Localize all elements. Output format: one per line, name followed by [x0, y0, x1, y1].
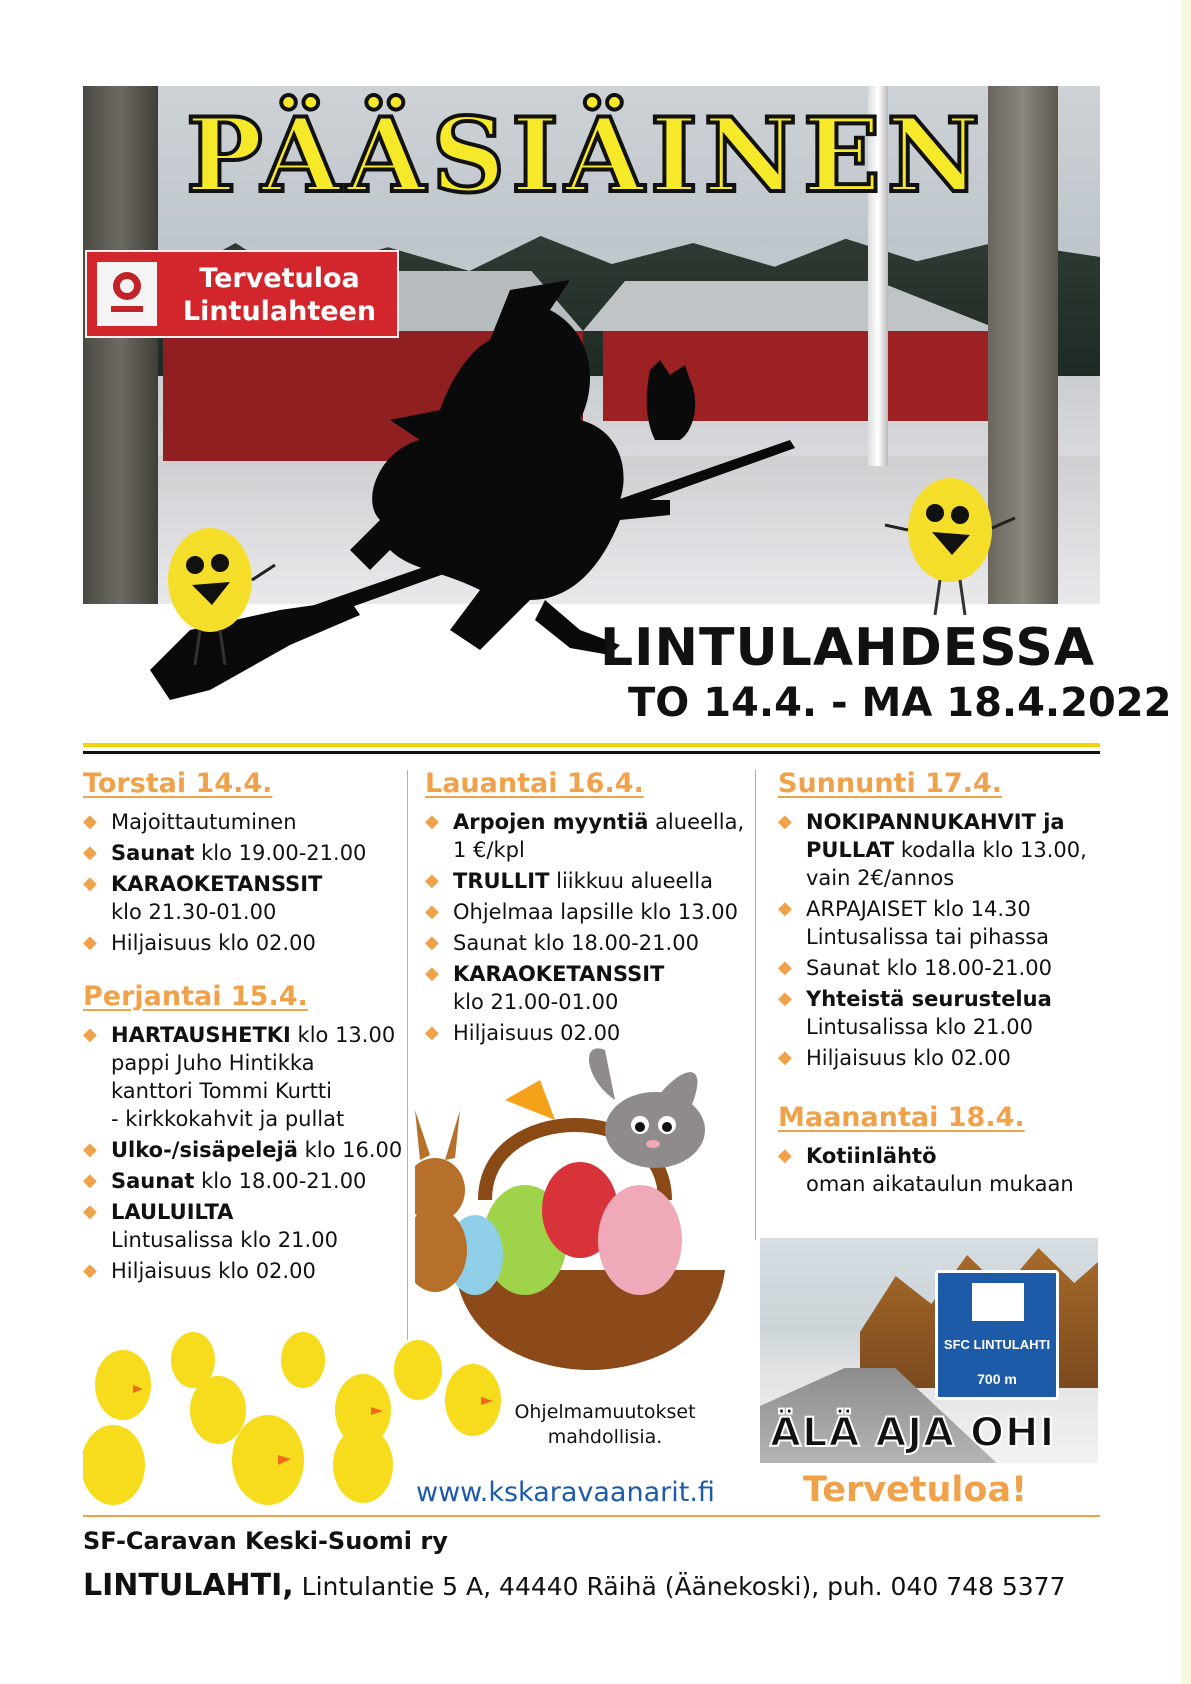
caravan-icon — [972, 1283, 1024, 1321]
monday-heading: Maanantai 18.4. — [778, 1102, 1025, 1133]
schedule-column-1 — [83, 770, 403, 1288]
list-item: ◆ LAULUILTA Lintusalissa klo 21.00 — [83, 1198, 403, 1254]
schedule-column-3 — [778, 770, 1098, 1201]
divider-yellow — [83, 743, 1100, 747]
sign-line-2: Lintulahteen — [182, 296, 377, 327]
thursday-heading: Torstai 14.4. — [83, 768, 273, 799]
list-item: ◆ Saunat klo 19.00-21.00 — [83, 839, 403, 867]
page-edge — [1181, 0, 1191, 1684]
list-item: ◆ Yhteistä seurustelua Lintusalissa klo 21.00 — [778, 985, 1098, 1041]
sign-line-1: Tervetuloa — [199, 263, 360, 294]
friday-heading: Perjantai 15.4. — [83, 981, 308, 1012]
list-item: ◆ TRULLIT liikkuu alueella — [425, 867, 755, 895]
welcome-text: Tervetuloa! — [803, 1470, 1028, 1510]
list-item: ◆ Ulko-/sisäpelejä klo 16.00 — [83, 1136, 403, 1164]
divider-orange — [83, 1515, 1100, 1517]
list-item: ◆ Hiljaisuus klo 02.00 — [778, 1044, 1098, 1072]
saturday-heading: Lauantai 16.4. — [425, 768, 644, 799]
address-line: LINTULAHTI, Lintulantie 5 A, 44440 Räihä (Äänekoski), puh. 040 748 5377 — [83, 1568, 1066, 1603]
organization-name: SF-Caravan Keski-Suomi ry — [83, 1527, 448, 1555]
dont-drive-by-caption: ÄLÄ AJA OHI — [770, 1410, 1056, 1456]
list-item: ◆ Saunat klo 18.00-21.00 — [778, 954, 1098, 982]
sunday-heading: Sunnunti 17.4. — [778, 768, 1002, 799]
list-item: ◆ KARAOKETANSSIT klo 21.00-01.00 — [425, 960, 755, 1016]
website-link[interactable]: www.kskaravaanarit.fi — [416, 1477, 715, 1508]
list-item: ◆ Majoittautuminen — [83, 808, 403, 836]
list-item: ◆ KARAOKETANSSIT klo 21.30-01.00 — [83, 870, 403, 926]
road-sign-name: SFC LINTULAHTI — [943, 1337, 1051, 1352]
road-sign-distance: 700 m — [977, 1371, 1017, 1387]
page-title: PÄÄSIÄINEN — [186, 96, 986, 216]
schedule-column-2 — [425, 770, 755, 1050]
divider-black — [83, 751, 1100, 754]
list-item: ◆ Hiljaisuus klo 02.00 — [83, 1257, 403, 1285]
list-item: ◆ Hiljaisuus klo 02.00 — [83, 929, 403, 957]
location-heading: LINTULAHDESSA — [600, 618, 1096, 678]
list-item: ◆ Saunat klo 18.00-21.00 — [83, 1167, 403, 1195]
tree-trunk — [83, 86, 158, 604]
sf-caravan-logo-icon — [97, 262, 157, 326]
list-item: ◆ ARPAJAISET klo 14.30 Lintusalissa tai pihassa — [778, 895, 1098, 951]
list-item: ◆ Hiljaisuus 02.00 — [425, 1019, 755, 1047]
program-change-note: Ohjelmamuutokset mahdollisia. — [514, 1401, 696, 1448]
blue-road-sign — [935, 1270, 1059, 1400]
chick-right-icon — [880, 470, 1020, 620]
list-item: ◆ NOKIPANNUKAHVIT ja PULLAT kodalla klo 13.00, vain 2€/annos — [778, 808, 1098, 892]
list-item: ◆ Arpojen myyntiä alueella, 1 €/kpl — [425, 808, 755, 864]
list-item: ◆ Ohjelmaa lapsille klo 13.00 — [425, 898, 755, 926]
column-divider-1 — [407, 770, 408, 1340]
date-range: TO 14.4. - MA 18.4.2022 — [628, 680, 1172, 726]
chick-left-icon — [150, 520, 280, 670]
list-item: ◆ Kotiinlähtö oman aikataulun mukaan — [778, 1142, 1098, 1198]
list-item: ◆ Saunat klo 18.00-21.00 — [425, 929, 755, 957]
list-item: ◆ HARTAUSHETKI klo 13.00 pappi Juho Hintikka kanttori Tommi Kurtti - kirkkokahvit ja pullat — [83, 1021, 403, 1133]
